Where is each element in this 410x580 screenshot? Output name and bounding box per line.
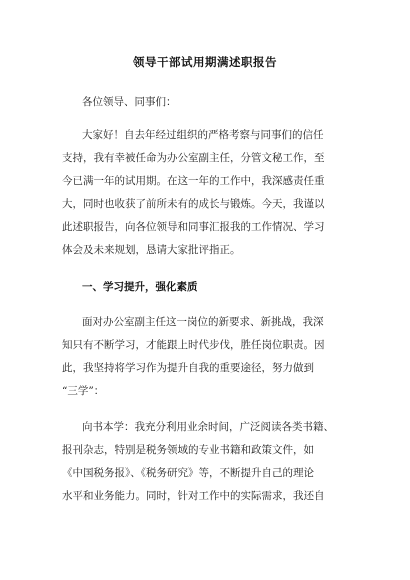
- salutation: 各位领导、同事们：: [82, 96, 177, 108]
- section-1-sub-line-3: 《中国税务报》、《税务研究》等，不断提升自己的理论: [62, 467, 314, 479]
- section-1-line-4: “三学”：: [62, 385, 105, 397]
- section-1-line-2: 知只有不断学习，才能跟上时代步伐，胜任岗位职责。因: [62, 339, 325, 351]
- intro-line-6: 体会及未来规划，恳请大家批评指正。: [62, 244, 241, 256]
- intro-line-1: 大家好！自去年经过组织的严格考察与同事们的信任: [82, 129, 324, 141]
- document-title: 领导干部试用期满述职报告: [133, 55, 277, 69]
- section-1-sub-line-1: 向书本学：我充分利用业余时间，广泛阅读各类书籍、: [82, 421, 334, 433]
- section-1-line-1: 面对办公室副主任这一岗位的新要求、新挑战，我深: [82, 316, 324, 328]
- intro-line-5: 此述职报告，向各位领导和同事汇报我的工作情况、学习: [62, 221, 325, 233]
- section-1-sub-line-4: 水平和业务能力。同时，针对工作中的实际需求，我还自: [62, 490, 325, 502]
- intro-line-2: 支持，我有幸被任命为办公室副主任，分管文秘工作，至: [62, 152, 325, 164]
- section-1-heading: 一、学习提升，强化素质: [82, 281, 198, 293]
- section-1-sub-line-2: 报刊杂志，特别是税务领域的专业书籍和政策文件，如: [62, 444, 314, 456]
- intro-line-3: 今已满一年的试用期。在这一年的工作中，我深感责任重: [62, 175, 325, 187]
- section-1-line-3: 此，我坚持将学习作为提升自我的重要途径，努力做到: [62, 362, 314, 374]
- intro-line-4: 大，同时也收获了前所未有的成长与锻炼。今天，我谨以: [62, 198, 325, 210]
